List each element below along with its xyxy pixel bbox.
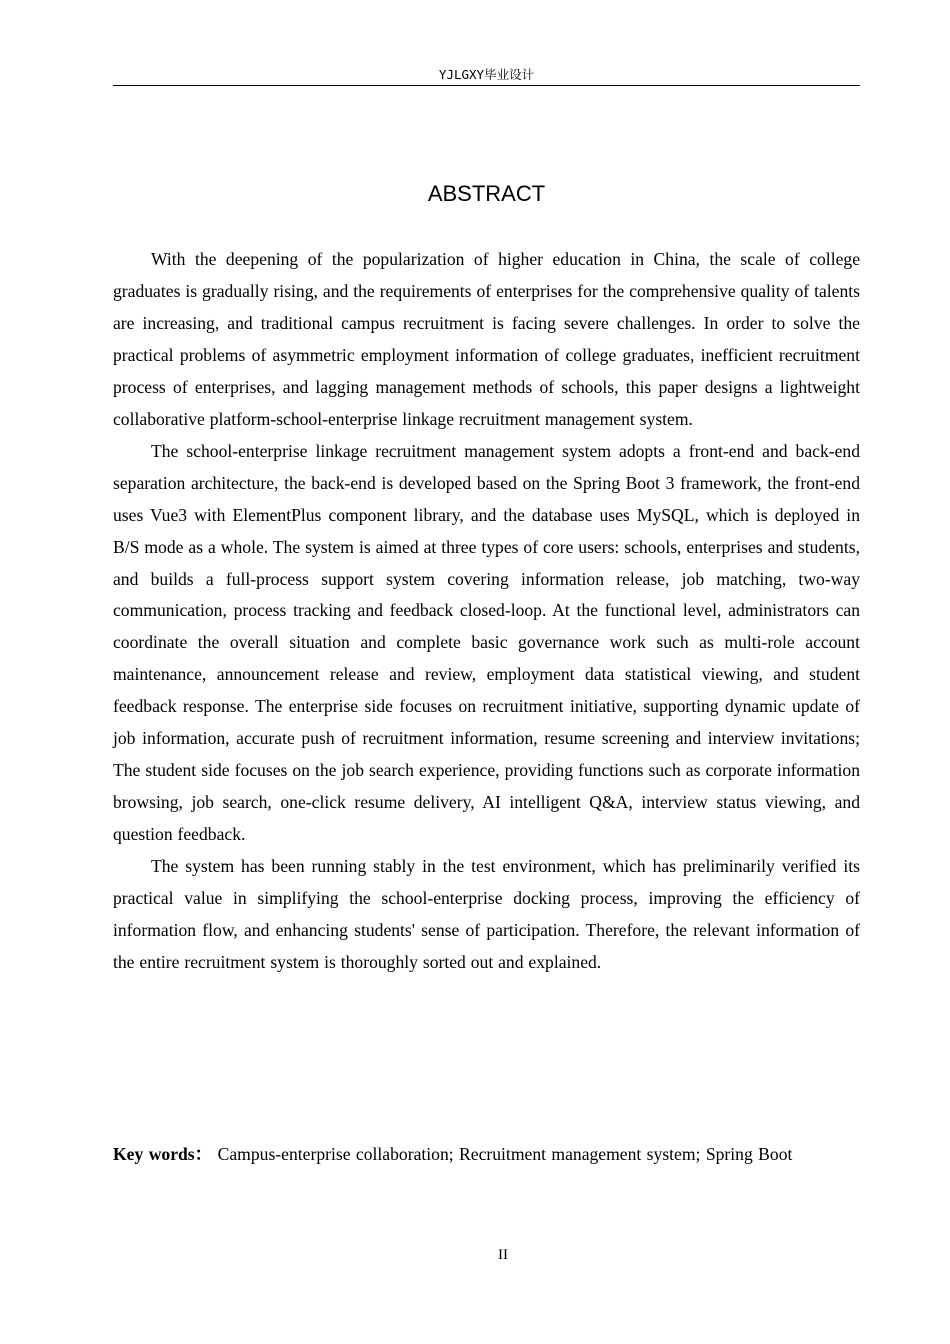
header-rule — [113, 85, 860, 86]
abstract-body — [113, 244, 860, 979]
keywords-label: Key words： — [113, 1144, 213, 1164]
page-header: YJLGXY毕业设计 — [438, 67, 535, 82]
abstract-paragraph-2: The school-enterprise linkage recruitment management system adopts a front-end and back-end separation architecture, the back-end is developed based on the Spring Boot 3 framework, the front-end uses Vue3 with ElementPlus component library, and the database uses MySQL, which is deployed in B/S mode as a whole. The system is aimed at three types of core users: schools, enterprises and students, and builds a full-process support system covering information release, job matching, two-way communication, process tracking and feedback closed-loop. At the functional level, administrators can coordinate the overall situation and complete basic governance work such as multi-role account maintenance, announcement release and review, employment data statistical viewing, and student feedback response. The enterprise side focuses on recruitment initiative, supporting dynamic update of job information, accurate push of recruitment information, resume screening and interview invitations; The student side focuses on the job search experience, providing functions such as corporate information browsing, job search, one-click resume delivery, AI intelligent Q&A, interview status viewing, and question feedback. — [113, 440, 860, 845]
page-number: II — [498, 1247, 508, 1263]
abstract-paragraph-1: With the deepening of the popularization of higher education in China, the scale of college graduates is gradually rising, and the requirements of enterprises for the comprehensive quality of talents are increasing, and traditional campus recruitment is facing severe challenges. In order to solve the practical problems of asymmetric employment information of college graduates, inefficient recruitment process of enterprises, and lagging management methods of schools, this paper designs a lightweight collaborative platform-school-enterprise linkage recruitment management system. — [113, 249, 860, 429]
keywords-text: Campus-enterprise collaboration; Recruitment management system; Spring Boot — [217, 1144, 793, 1164]
abstract-paragraph-3: The system has been running stably in the test environment, which has preliminarily verified its practical value in simplifying the school-enterprise docking process, improving the efficiency of information flow, and enhancing students' sense of participation. Therefore, the relevant information of the entire recruitment system is thoroughly sorted out and explained. — [113, 856, 860, 972]
abstract-title: ABSTRACT — [427, 181, 546, 206]
keywords-section — [113, 1138, 860, 1170]
